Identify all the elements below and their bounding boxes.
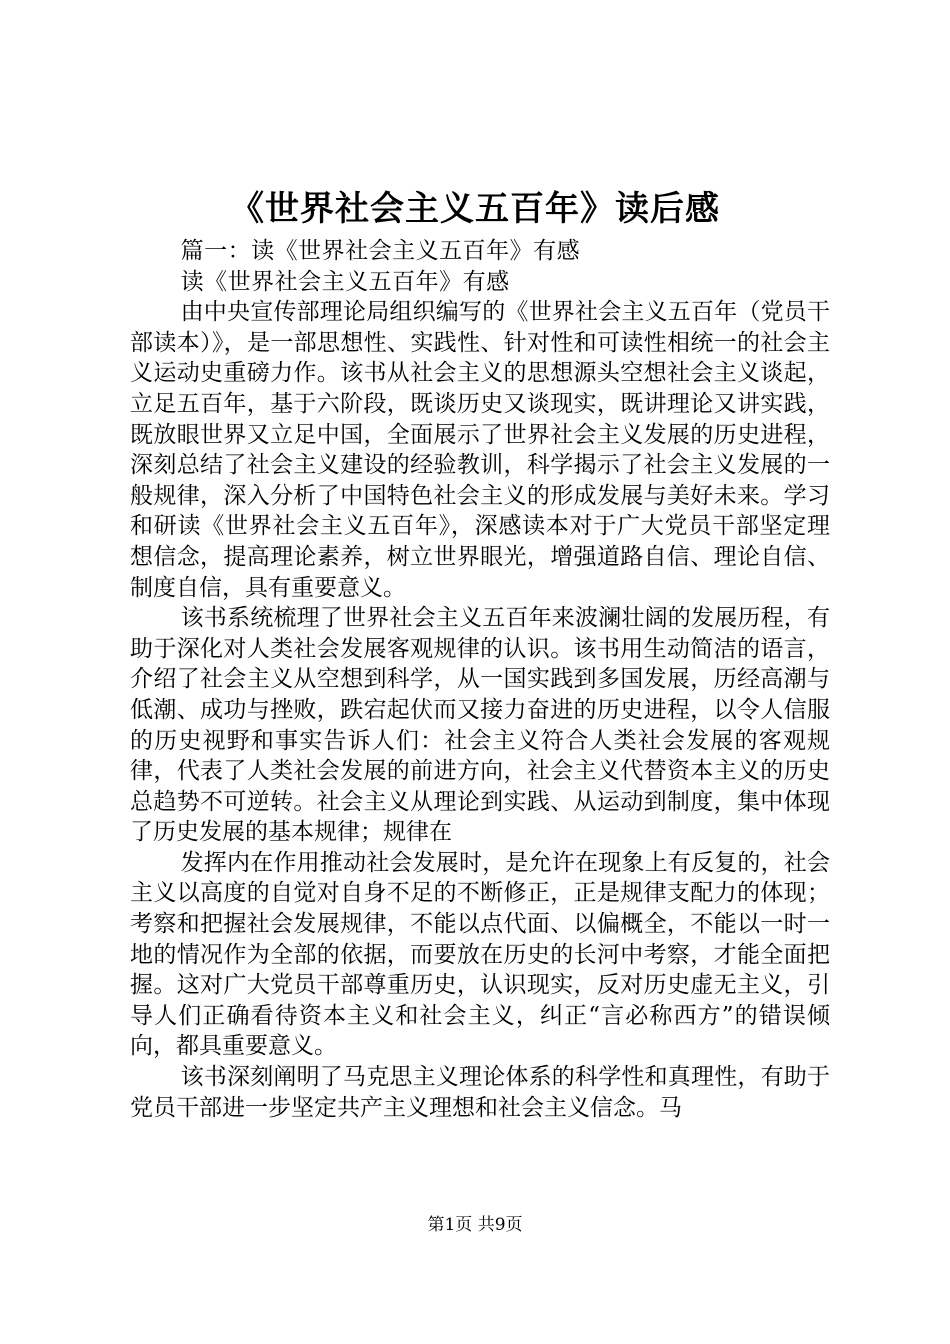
page-number-footer: 第1页 共9页 [427, 1215, 523, 1235]
section-heading: 篇一：读《世界社会主义五百年》有感 [180, 238, 581, 264]
document-title: 《世界社会主义五百年》读后感 [230, 189, 720, 229]
body-paragraph-4: 该书深刻阐明了马克思主义理论体系的科学性和真理性，有助于党员干部进一步坚定共产主义理想和社会主义信念。马 [130, 1064, 830, 1121]
body-paragraph-1: 由中央宣传部理论局组织编写的《世界社会主义五百年（党员干部读本）》，是一部思想性、实践性、针对性和可读性相统一的社会主义运动史重磅力作。该书从社会主义的思想源头空想社会主义谈起，立足五百年，基于六阶段，既谈历史又谈现实，既讲理论又讲实践，既放眼世界又立足中国，全面展示了世界社会主义发展的历史进程，深刻总结了社会主义建设的经验教训，科学揭示了社会主义发展的一般规律，深入分析了中国特色社会主义的形成发展与美好未来。学习和研读《世界社会主义五百年》，深感读本对于广大党员干部坚定理想信念，提高理论素养，树立世界眼光，增强道路自信、理论自信、制度自信，具有重要意义。 [130, 299, 830, 601]
document-body [130, 236, 830, 1123]
body-paragraph-3: 发挥内在作用推动社会发展时，是允许在现象上有反复的，社会主义以高度的自觉对自身不足的不断修正，正是规律支配力的体现；考察和把握社会发展规律，不能以点代面、以偏概全，不能以一时一地的情况作为全部的依据，而要放在历史的长河中考察，才能全面把握。这对广大党员干部尊重历史，认识现实，反对历史虚无主义，引导人们正确看待资本主义和社会主义，纠正“言必称西方”的错误倾向，都具重要意义。 [130, 849, 830, 1060]
article-title: 读《世界社会主义五百年》有感 [180, 268, 510, 295]
body-paragraph-2: 该书系统梳理了世界社会主义五百年来波澜壮阔的发展历程，有助于深化对人类社会发展客观规律的认识。该书用生动简洁的语言，介绍了社会主义从空想到科学，从一国实践到多国发展，历经高潮与低潮、成功与挫败，跌宕起伏而又接力奋进的历史进程，以令人信服的历史视野和事实告诉人们：社会主义符合人类社会发展的客观规律，代表了人类社会发展的前进方向，社会主义代替资本主义的历史总趋势不可逆转。社会主义从理论到实践、从运动到制度，集中体现了历史发展的基本规律；规律在 [130, 605, 830, 846]
